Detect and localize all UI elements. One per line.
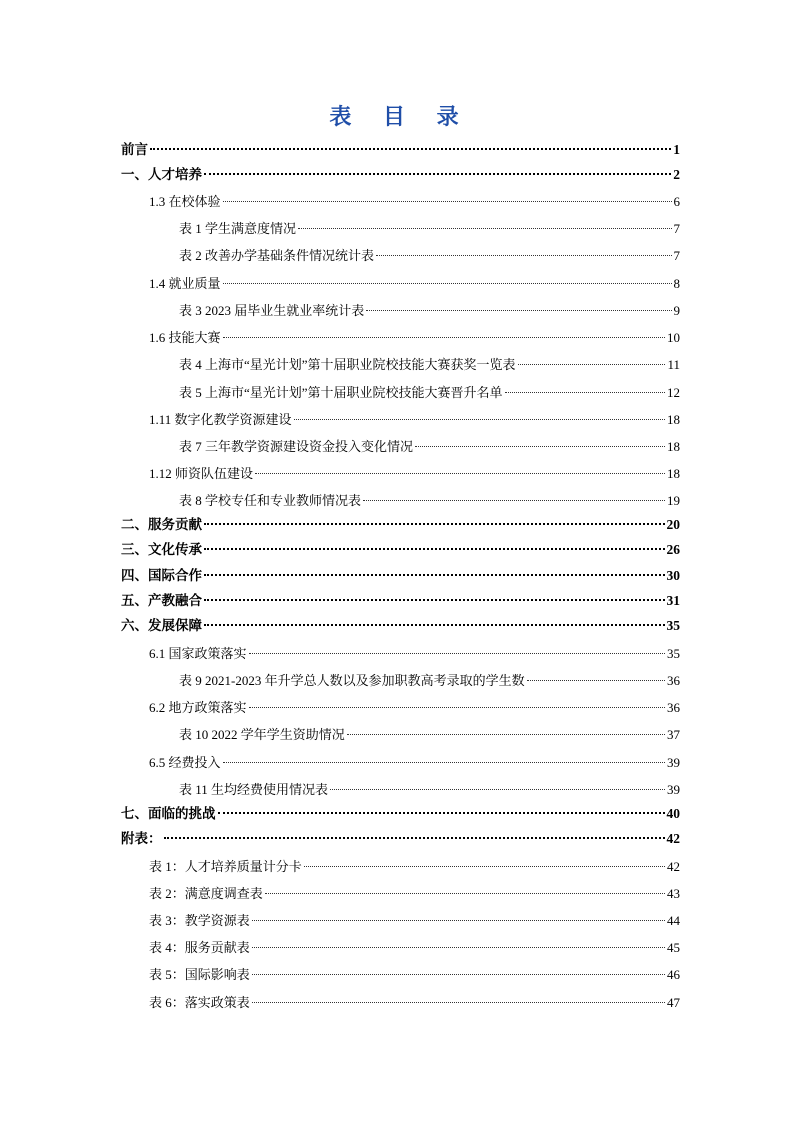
toc-entry-page: 2 bbox=[673, 167, 680, 182]
toc-entry-label: 表 4：服务贡献表 bbox=[149, 940, 250, 955]
toc-entry-page: 1 bbox=[673, 142, 680, 157]
toc-entry-label: 表 10 2022 学年学生资助情况 bbox=[179, 727, 345, 742]
toc-entry[interactable] bbox=[149, 410, 680, 430]
toc-entry-label: 表 2：满意度调查表 bbox=[149, 886, 263, 901]
dot-leader bbox=[204, 598, 665, 601]
toc-entry[interactable] bbox=[149, 644, 680, 664]
toc-entry-label: 1.6 技能大赛 bbox=[149, 330, 221, 345]
toc-entry[interactable] bbox=[179, 219, 680, 239]
toc-entry[interactable] bbox=[121, 566, 680, 586]
dot-leader bbox=[252, 919, 665, 921]
toc-entry[interactable] bbox=[121, 616, 680, 636]
toc-entry[interactable] bbox=[179, 671, 680, 691]
toc-entry[interactable] bbox=[179, 301, 680, 321]
toc-entry-label: 6.1 国家政策落实 bbox=[149, 646, 247, 661]
dot-leader bbox=[330, 788, 665, 790]
toc-entry[interactable] bbox=[149, 857, 680, 877]
toc-entry-page: 18 bbox=[667, 466, 680, 481]
dot-leader bbox=[304, 865, 665, 867]
dot-leader bbox=[249, 706, 665, 708]
toc-entry[interactable] bbox=[121, 591, 680, 611]
toc-entry-label: 表 3 2023 届毕业生就业率统计表 bbox=[179, 303, 365, 318]
toc-entry-page: 10 bbox=[667, 330, 680, 345]
toc-entry-page: 42 bbox=[666, 831, 680, 846]
toc-entry-page: 7 bbox=[673, 248, 680, 263]
dot-leader bbox=[255, 472, 665, 474]
dot-leader bbox=[366, 309, 671, 311]
dot-leader bbox=[363, 499, 665, 501]
toc-entry-page: 42 bbox=[667, 859, 680, 874]
toc-entry-page: 31 bbox=[666, 593, 680, 608]
toc-entry-label: 一、人才培养 bbox=[121, 167, 202, 182]
toc-entry[interactable] bbox=[121, 804, 680, 824]
toc-entry[interactable] bbox=[121, 165, 680, 185]
dot-leader bbox=[249, 652, 665, 654]
toc-entry-page: 43 bbox=[667, 886, 680, 901]
toc-entry[interactable] bbox=[179, 491, 680, 511]
dot-leader bbox=[252, 1001, 665, 1003]
toc-entry-label: 六、发展保障 bbox=[121, 618, 202, 633]
toc-entry-page: 12 bbox=[667, 385, 680, 400]
toc-entry-label: 6.5 经费投入 bbox=[149, 755, 221, 770]
toc-entry-label: 五、产教融合 bbox=[121, 593, 202, 608]
toc-entry-label: 1.11 数字化教学资源建设 bbox=[149, 412, 292, 427]
dot-leader bbox=[204, 623, 665, 626]
toc-entry-page: 39 bbox=[667, 755, 680, 770]
dot-leader bbox=[505, 391, 665, 393]
toc-entry-label: 1.4 就业质量 bbox=[149, 276, 221, 291]
toc-entry[interactable] bbox=[149, 274, 680, 294]
dot-leader bbox=[223, 282, 672, 284]
page-title: 表 目 录 bbox=[329, 104, 471, 130]
toc-entry[interactable] bbox=[149, 698, 680, 718]
dot-leader bbox=[298, 227, 671, 229]
dot-leader bbox=[204, 172, 671, 175]
toc-entry-page: 11 bbox=[667, 357, 680, 372]
dot-leader bbox=[223, 761, 665, 763]
toc-entry-page: 35 bbox=[667, 646, 680, 661]
dot-leader bbox=[204, 522, 665, 525]
toc-entry-page: 40 bbox=[666, 806, 680, 821]
dot-leader bbox=[376, 254, 671, 256]
dot-leader bbox=[252, 946, 665, 948]
toc-entry-page: 45 bbox=[667, 940, 680, 955]
toc-entry-label: 表 1 学生满意度情况 bbox=[179, 221, 297, 236]
toc-entry[interactable] bbox=[149, 938, 680, 958]
toc-entry[interactable] bbox=[149, 192, 680, 212]
toc-entry[interactable] bbox=[149, 884, 680, 904]
toc-entry[interactable] bbox=[179, 437, 680, 457]
toc-entry-page: 36 bbox=[667, 673, 680, 688]
toc-entry[interactable] bbox=[149, 464, 680, 484]
toc-entry-label: 表 3：教学资源表 bbox=[149, 913, 250, 928]
toc-entry-page: 20 bbox=[666, 517, 680, 532]
toc-entry-page: 30 bbox=[666, 568, 680, 583]
toc-entry-label: 表 9 2021-2023 年升学总人数以及参加职教高考录取的学生数 bbox=[179, 673, 525, 688]
toc-entry-label: 1.3 在校体验 bbox=[149, 194, 221, 209]
dot-leader bbox=[415, 445, 665, 447]
dot-leader bbox=[223, 336, 665, 338]
toc-entry-page: 7 bbox=[673, 221, 680, 236]
toc-entry[interactable] bbox=[121, 515, 680, 535]
toc-entry[interactable] bbox=[179, 725, 680, 745]
dot-leader bbox=[265, 892, 665, 894]
toc-entry[interactable] bbox=[149, 965, 680, 985]
toc-entry-page: 37 bbox=[667, 727, 680, 742]
toc-entry-page: 9 bbox=[673, 303, 680, 318]
toc-entry-page: 8 bbox=[673, 276, 680, 291]
toc-entry[interactable] bbox=[149, 753, 680, 773]
toc-entry[interactable] bbox=[179, 383, 680, 403]
toc-entry-page: 6 bbox=[673, 194, 680, 209]
dot-leader bbox=[204, 547, 665, 550]
dot-leader bbox=[218, 811, 665, 814]
toc-entry-label: 6.2 地方政策落实 bbox=[149, 700, 247, 715]
toc-entry-label: 表 2 改善办学基础条件情况统计表 bbox=[179, 248, 375, 263]
toc-entry-label: 二、服务贡献 bbox=[121, 517, 202, 532]
toc-entry[interactable] bbox=[121, 829, 680, 849]
toc-entry-label: 前言 bbox=[121, 142, 148, 157]
toc-entry-page: 18 bbox=[667, 439, 680, 454]
toc-entry-label: 表 1：人才培养质量计分卡 bbox=[149, 859, 302, 874]
dot-leader bbox=[164, 836, 665, 839]
toc-entry-page: 19 bbox=[667, 493, 680, 508]
dot-leader bbox=[150, 147, 671, 150]
dot-leader bbox=[518, 363, 666, 365]
toc-entry-label: 表 5：国际影响表 bbox=[149, 967, 250, 982]
toc-entry[interactable] bbox=[179, 780, 680, 800]
toc-entry-label: 表 6：落实政策表 bbox=[149, 995, 250, 1010]
toc-entry-page: 26 bbox=[666, 542, 680, 557]
dot-leader bbox=[294, 418, 665, 420]
toc-entry-label: 表 11 生均经费使用情况表 bbox=[179, 782, 329, 797]
toc-entry-label: 表 8 学校专任和专业教师情况表 bbox=[179, 493, 362, 508]
toc-entry-label: 表 4 上海市“星光计划”第十届职业院校技能大赛获奖一览表 bbox=[179, 357, 516, 372]
dot-leader bbox=[347, 733, 665, 735]
toc-entry-label: 四、国际合作 bbox=[121, 568, 202, 583]
dot-leader bbox=[527, 679, 665, 681]
toc-entry-page: 44 bbox=[667, 913, 680, 928]
toc-entry[interactable] bbox=[179, 355, 680, 375]
toc-entry[interactable] bbox=[149, 993, 680, 1013]
dot-leader bbox=[204, 573, 665, 576]
toc-entry[interactable] bbox=[121, 140, 680, 160]
toc-entry-label: 1.12 师资队伍建设 bbox=[149, 466, 254, 481]
toc-entry-page: 46 bbox=[667, 967, 680, 982]
toc-entry-page: 18 bbox=[667, 412, 680, 427]
toc-entry-page: 35 bbox=[666, 618, 680, 633]
toc-entry[interactable] bbox=[149, 328, 680, 348]
toc-entry-page: 47 bbox=[667, 995, 680, 1010]
toc-entry[interactable] bbox=[121, 540, 680, 560]
toc-entry-page: 36 bbox=[667, 700, 680, 715]
toc-entry[interactable] bbox=[149, 911, 680, 931]
toc-entry-label: 附表： bbox=[121, 831, 162, 846]
toc-entry-label: 七、面临的挑战 bbox=[121, 806, 216, 821]
toc-entry-page: 39 bbox=[667, 782, 680, 797]
dot-leader bbox=[252, 973, 665, 975]
dot-leader bbox=[223, 200, 672, 202]
toc-entry-label: 表 5 上海市“星光计划”第十届职业院校技能大赛晋升名单 bbox=[179, 385, 503, 400]
toc-entry-label: 三、文化传承 bbox=[121, 542, 202, 557]
toc-entry-label: 表 7 三年教学资源建设资金投入变化情况 bbox=[179, 439, 414, 454]
toc-entry[interactable] bbox=[179, 246, 680, 266]
